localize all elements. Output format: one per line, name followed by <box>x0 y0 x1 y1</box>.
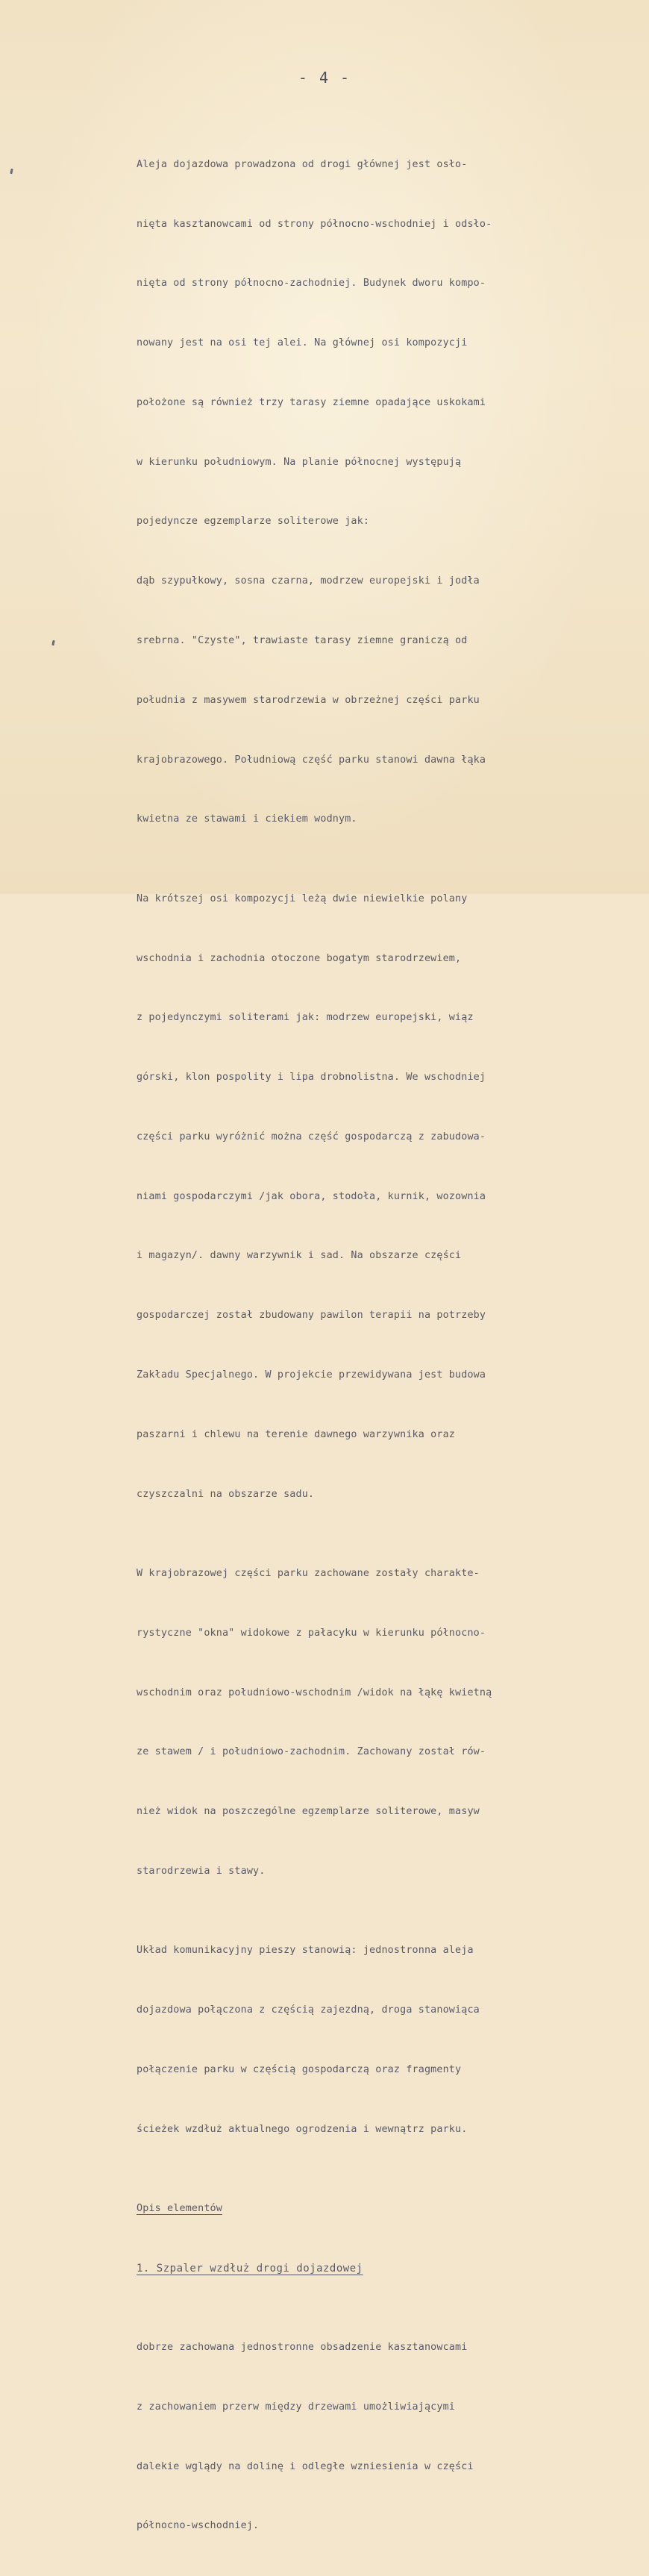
text-line: starodrzewia i stawy. <box>137 1865 266 1877</box>
page-number: - 4 - <box>298 69 351 87</box>
text-line: Układ komunikacyjny pieszy stanowią: jednostronna aleja <box>137 1945 474 1957</box>
text-line: pojedyncze egzemplarze soliterowe jak: <box>137 516 370 528</box>
text-line: nięta od strony północno-zachodniej. Budynek dworu kompo- <box>137 278 486 290</box>
text-line: srebrna. "Czyste", trawiaste tarasy ziemne graniczą od <box>137 635 468 647</box>
text-line: Na krótszej osi kompozycji leżą dwie niewielkie polany <box>137 892 468 904</box>
text-line: wschodnim oraz południowo-wschodnim /widok na łąkę kwietną <box>137 1686 492 1698</box>
text-line: ścieżek wzdłuż aktualnego ogrodzenia i wewnątrz parku. <box>137 2123 468 2135</box>
text-line: nięta kasztanowcami od strony północno-wschodniej i odsło- <box>137 218 492 230</box>
text-line: nież widok na poszczególne egzemplarze soliterowe, masyw <box>137 1806 480 1818</box>
text-line: dąb szypułkowy, sosna czarna, modrzew europejski i jodła <box>137 575 480 587</box>
margin-mark <box>51 640 54 645</box>
text-line: połączenie parku w częścią gospodarczą oraz fragmenty <box>137 2063 462 2075</box>
text-line: górski, klon pospolity i lipa drobnolistna. We wschodniej <box>137 1072 486 1084</box>
margin-mark <box>10 169 13 174</box>
text-line: krajobrazowego. Południową część parku stanowi dawna łąka <box>137 754 486 766</box>
text-line: Zakładu Specjalnego. W projekcie przewidywana jest budowa <box>137 1369 486 1381</box>
text-line: z pojedynczymi soliterami jak: modrzew europejski, wiąz <box>137 1012 474 1024</box>
text-line: ze stawem / i południowo-zachodnim. Zachowany został rów- <box>137 1746 486 1758</box>
text-line: w kierunku południowym. Na planie północnej występują <box>137 456 462 468</box>
text-line: dalekie wglądy na dolinę i odległe wzniesienia w części <box>137 2460 474 2472</box>
text-line: części parku wyróżnić można część gospodarczą z zabudowa- <box>137 1131 486 1142</box>
text-line: z zachowaniem przerw między drzewami umożliwiającymi <box>137 2401 456 2413</box>
text-line: paszarni i chlewu na terenie dawnego warzywnika oraz <box>137 1428 456 1440</box>
text-line: nowany jest na osi tej alei. Na głównej osi kompozycji <box>137 337 468 349</box>
text-line: rystyczne "okna" widokowe z pałacyku w kierunku północno- <box>137 1627 486 1639</box>
text-line: Aleja dojazdowa prowadzona od drogi głównej jest osło- <box>137 158 468 170</box>
text-line: gospodarczej został zbudowany pawilon terapii na potrzeby <box>137 1310 486 1322</box>
text-line: południa z masywem starodrzewia w obrzeżnej części parku <box>137 694 480 706</box>
text-line: północno-wschodniej. <box>137 2520 260 2532</box>
text-line: kwietna ze stawami i ciekiem wodnym. <box>137 813 357 825</box>
document-body <box>137 96 629 2576</box>
text-line: wschodnia i zachodnia otoczone bogatym starodrzewiem, <box>137 952 462 964</box>
subsection-heading: 1. Szpaler wzdłuż drogi dojazdowej <box>137 2262 363 2275</box>
text-line: i magazyn/. dawny warzywnik i sad. Na obszarze części <box>137 1250 462 1262</box>
text-line: położone są również trzy tarasy ziemne opadające uskokami <box>137 396 486 408</box>
text-line: dojazdowa połączona z częścią zajezdną, droga stanowiąca <box>137 2004 480 2016</box>
text-line: czyszczalni na obszarze sadu. <box>137 1488 315 1500</box>
text-line: dobrze zachowana jednostronne obsadzenie kasztanowcami <box>137 2342 468 2354</box>
text-line: niami gospodarczymi /jak obora, stodoła, kurnik, wozownia <box>137 1190 486 1202</box>
section-heading: Opis elementów <box>137 2202 222 2214</box>
text-line: W krajobrazowej części parku zachowane zostały charakte- <box>137 1567 480 1579</box>
